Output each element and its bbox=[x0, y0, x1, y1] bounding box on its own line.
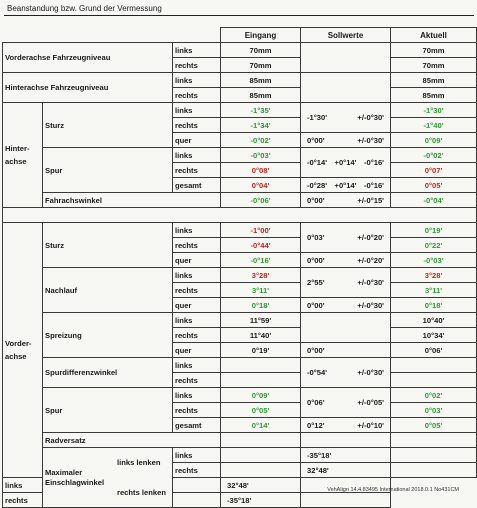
aktuell-value: 0°06' bbox=[391, 343, 477, 358]
axle-label-line: achse bbox=[5, 157, 27, 166]
side-label: links bbox=[173, 358, 221, 373]
soll-value bbox=[301, 43, 391, 73]
aktuell-value: 10°34' bbox=[391, 328, 477, 343]
aktuell-value: -1°30' bbox=[391, 103, 477, 118]
aktuell-value: 10°40' bbox=[391, 313, 477, 328]
side-label: rechts bbox=[173, 463, 221, 478]
side-label: rechts bbox=[173, 328, 221, 343]
eingang-value bbox=[221, 373, 301, 388]
side-label: links bbox=[173, 103, 221, 118]
eingang-value: -1°34' bbox=[221, 118, 301, 133]
eingang-value: 0°09' bbox=[221, 388, 301, 403]
param-label: Sturz bbox=[43, 103, 173, 148]
aktuell-value: 0°18' bbox=[391, 298, 477, 313]
side-label: links bbox=[3, 478, 43, 493]
side-label: links bbox=[173, 313, 221, 328]
aktuell-value: 0°07' bbox=[391, 163, 477, 178]
header-aktuell: Aktuell bbox=[391, 28, 477, 43]
side-label: links bbox=[173, 448, 221, 463]
aktuell-value bbox=[391, 463, 477, 478]
side-label: quer bbox=[173, 298, 221, 313]
eingang-value bbox=[221, 448, 301, 463]
axle-label-line: achse bbox=[5, 352, 27, 361]
table-row bbox=[3, 43, 477, 58]
param-label: Nachlauf bbox=[43, 268, 173, 313]
soll-value: 0°00' +/-0°30' bbox=[301, 298, 391, 313]
table-row bbox=[3, 448, 477, 463]
param-label: Spreizung bbox=[43, 313, 173, 358]
software-footer: VehAlign 14.4.83495 International 2018.0.1 No431CM bbox=[327, 487, 459, 493]
soll-value: -0°28' +0°14' -0°16' bbox=[301, 178, 391, 193]
soll-value bbox=[301, 433, 391, 448]
param-label: Sturz bbox=[43, 223, 173, 268]
header-sollwerte: Sollwerte bbox=[301, 28, 391, 43]
aktuell-value: 0°05' bbox=[391, 178, 477, 193]
alignment-table bbox=[2, 27, 477, 508]
side-label: links bbox=[173, 268, 221, 283]
eingang-value: -1°35' bbox=[221, 103, 301, 118]
soll-value: 0°06' +/-0°05' bbox=[301, 388, 391, 418]
side-label: links bbox=[173, 223, 221, 238]
eingang-value: 0°05' bbox=[221, 403, 301, 418]
eingang-value: 85mm bbox=[221, 73, 301, 88]
aktuell-value: -1°40' bbox=[391, 118, 477, 133]
eingang-value: -0°06' bbox=[221, 193, 301, 208]
side-label: links bbox=[173, 43, 221, 58]
param-label: Spurdifferenzwinkel bbox=[43, 358, 173, 388]
aktuell-value bbox=[391, 358, 477, 373]
soll-value: 2°55' +/-0°30' bbox=[301, 268, 391, 298]
table-row bbox=[3, 268, 477, 283]
table-row bbox=[3, 433, 477, 448]
side-label: links bbox=[173, 148, 221, 163]
soll-value: -0°54' +/-0°30' bbox=[301, 358, 391, 388]
param-label: Fahrachswinkel bbox=[43, 193, 221, 208]
aktuell-value: 0°02' bbox=[391, 388, 477, 403]
eingang-value bbox=[221, 433, 301, 448]
soll-value: -35°18' bbox=[301, 448, 391, 463]
eingang-value: -0°16' bbox=[221, 253, 301, 268]
aktuell-value bbox=[391, 433, 477, 448]
eingang-value: 0°18' bbox=[221, 298, 301, 313]
table-row bbox=[3, 313, 477, 328]
side-label: links bbox=[173, 388, 221, 403]
side-label: rechts bbox=[173, 58, 221, 73]
eingang-value: 70mm bbox=[221, 43, 301, 58]
soll-value: 0°00' +/-0°20' bbox=[301, 253, 391, 268]
table-row bbox=[3, 388, 477, 403]
soll-value: 0°00' +/-0°30' bbox=[301, 133, 391, 148]
side-label: rechts bbox=[173, 88, 221, 103]
eingang-value bbox=[173, 493, 221, 508]
param-label-einschlag bbox=[43, 448, 173, 508]
soll-value: -35°18' bbox=[221, 493, 301, 508]
einschlag-label-line: Maximaler bbox=[45, 467, 83, 477]
side-label: gesamt bbox=[173, 178, 221, 193]
side-label: quer bbox=[173, 133, 221, 148]
table-row bbox=[3, 103, 477, 118]
side-label: rechts bbox=[173, 118, 221, 133]
aktuell-value bbox=[391, 373, 477, 388]
side-label: rechts bbox=[173, 373, 221, 388]
eingang-value bbox=[173, 478, 221, 493]
einschlag-rechts-lenken: rechts lenken bbox=[117, 487, 166, 497]
side-label: rechts bbox=[173, 163, 221, 178]
title-rule bbox=[4, 15, 474, 16]
eingang-value: -1°00' bbox=[221, 223, 301, 238]
side-label: links bbox=[173, 73, 221, 88]
eingang-value: 0°14' bbox=[221, 418, 301, 433]
section-label: Vorderachse Fahrzeugniveau bbox=[3, 43, 173, 73]
table-row bbox=[3, 223, 477, 238]
aktuell-value bbox=[301, 493, 391, 508]
soll-value: 0°00' +/-0°15' bbox=[301, 193, 391, 208]
aktuell-value: 85mm bbox=[391, 88, 477, 103]
soll-value: 0°03' +/-0°20' bbox=[301, 223, 391, 253]
einschlag-links-lenken: links lenken bbox=[117, 457, 161, 467]
aktuell-value: 0°05' bbox=[391, 418, 477, 433]
table-row bbox=[3, 148, 477, 163]
soll-value: 32°48' bbox=[301, 463, 391, 478]
side-label: gesamt bbox=[173, 418, 221, 433]
aktuell-value: 70mm bbox=[391, 58, 477, 73]
aktuell-value: 3°28' bbox=[391, 268, 477, 283]
soll-value: -1°30' +/-0°30' bbox=[301, 103, 391, 133]
header-row bbox=[3, 28, 477, 43]
soll-value: 0°12' +/-0°10' bbox=[301, 418, 391, 433]
side-label: rechts bbox=[3, 493, 43, 508]
aktuell-value: -0°03' bbox=[391, 253, 477, 268]
param-label: Radversatz bbox=[43, 433, 221, 448]
axle-label-vorderachse bbox=[3, 223, 43, 478]
side-label: quer bbox=[173, 343, 221, 358]
eingang-value: 0°19' bbox=[221, 343, 301, 358]
eingang-value: 3°28' bbox=[221, 268, 301, 283]
aktuell-value: 0°22' bbox=[391, 238, 477, 253]
side-label: rechts bbox=[173, 283, 221, 298]
eingang-value bbox=[221, 358, 301, 373]
soll-value bbox=[301, 313, 391, 343]
header-eingang: Eingang bbox=[221, 28, 301, 43]
axle-label-line: Hinter- bbox=[5, 144, 30, 153]
aktuell-value: -0°02' bbox=[391, 148, 477, 163]
eingang-value: 85mm bbox=[221, 88, 301, 103]
param-label: Spur bbox=[43, 148, 173, 193]
aktuell-value: 70mm bbox=[391, 43, 477, 58]
soll-value: 32°48' bbox=[221, 478, 301, 493]
section-label: Hinterachse Fahrzeugniveau bbox=[3, 73, 173, 103]
aktuell-value: -0°04' bbox=[391, 193, 477, 208]
eingang-value: 70mm bbox=[221, 58, 301, 73]
eingang-value: -0°44' bbox=[221, 238, 301, 253]
eingang-value: 3°11' bbox=[221, 283, 301, 298]
side-label: quer bbox=[173, 253, 221, 268]
aktuell-value bbox=[391, 448, 477, 463]
aktuell-value: 0°19' bbox=[391, 223, 477, 238]
side-label: rechts bbox=[173, 238, 221, 253]
einschlag-label-line: Einschlagwinkel bbox=[45, 477, 105, 487]
table-row bbox=[3, 358, 477, 373]
axle-label-hinterachse bbox=[3, 103, 43, 208]
side-label: rechts bbox=[173, 403, 221, 418]
eingang-value: 0°08' bbox=[221, 163, 301, 178]
eingang-value: 11°59' bbox=[221, 313, 301, 328]
eingang-value: 11°40' bbox=[221, 328, 301, 343]
aktuell-value: 0°03' bbox=[391, 403, 477, 418]
param-label: Spur bbox=[43, 388, 173, 433]
aktuell-value: 3°11' bbox=[391, 283, 477, 298]
document-title: Beanstandung bzw. Grund der Vermessung bbox=[7, 4, 162, 13]
table-row bbox=[3, 73, 477, 88]
soll-value: -0°14' +0°14' -0°16' bbox=[301, 148, 391, 178]
axle-label-line: Vorder- bbox=[5, 339, 32, 348]
eingang-value bbox=[221, 463, 301, 478]
aktuell-value: 0°09' bbox=[391, 133, 477, 148]
eingang-value: -0°03' bbox=[221, 148, 301, 163]
eingang-value: -0°02' bbox=[221, 133, 301, 148]
soll-value: 0°00' bbox=[301, 343, 391, 358]
soll-value bbox=[301, 73, 391, 103]
aktuell-value: 85mm bbox=[391, 73, 477, 88]
table-row bbox=[3, 193, 477, 208]
eingang-value: 0°04' bbox=[221, 178, 301, 193]
